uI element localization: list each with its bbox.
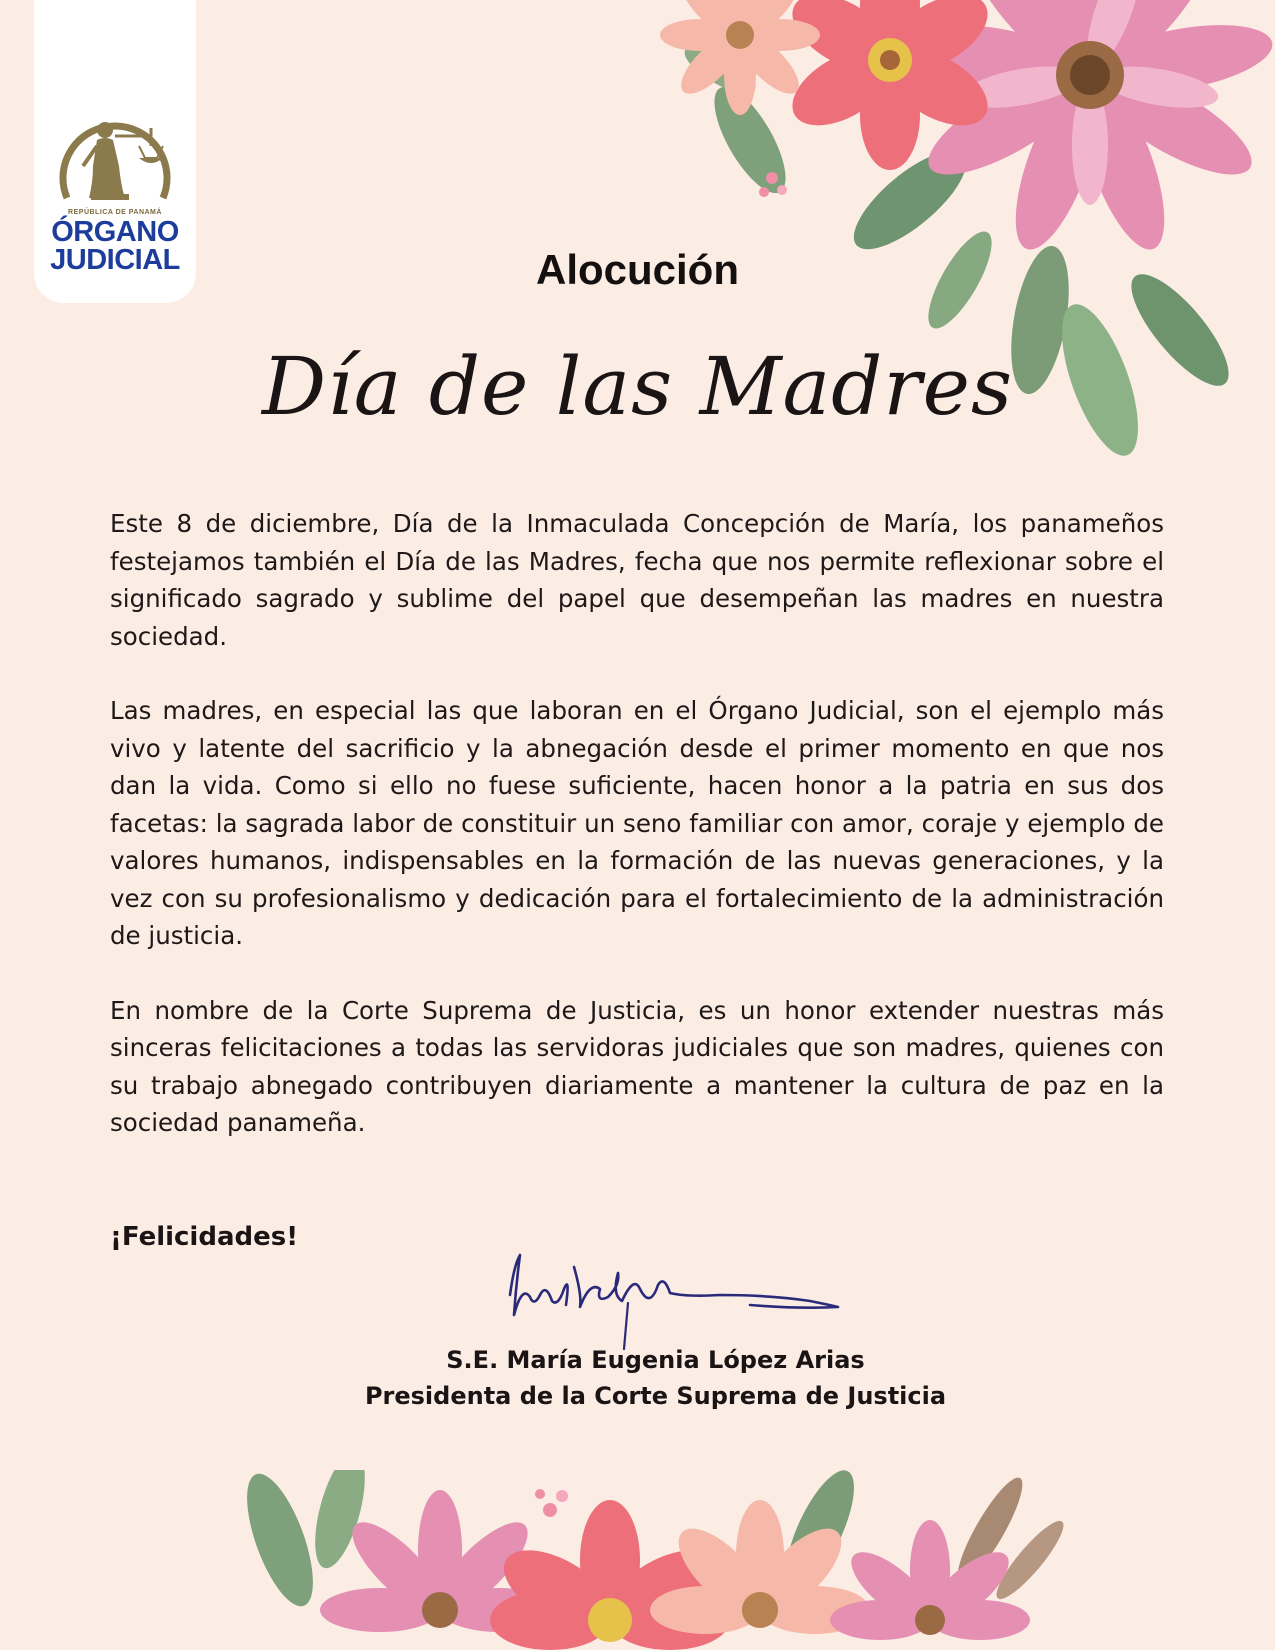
heading-alocucion: Alocución bbox=[535, 246, 739, 293]
paragraph-2: Las madres, en especial las que laboran en el Órgano Judicial, son el ejemplo más vivo y latente del sacrificio y la abnegación desde el primer momento en que nos dan la vida. Como si ello no fuese suficiente, hacen honor a la patria en sus dos facetas: la sagrada labor de constituir un seno familiar con amor, coraje y ejemplo de valores humanos, indispensables en la formación de las nuevas generaciones, y la vez con su profesionalismo y dedicación para el fortalecimiento de la administración de justicia. bbox=[110, 696, 1164, 950]
handwritten-signature bbox=[500, 1245, 860, 1355]
paragraph-1: Este 8 de diciembre, Día de la Inmaculada Concepción de María, los panameños festejamos también el Día de las Madres, fecha que nos permite reflexionar sobre el significado sagrado y sublime del papel que desempeñan las madres en nuestra sociedad. bbox=[110, 509, 1164, 651]
logo-country-text: REPÚBLICA DE PANAMÁ bbox=[68, 209, 162, 216]
greeting: ¡Felicidades! bbox=[110, 1222, 299, 1252]
logo-line-1: ÓRGANO bbox=[51, 216, 179, 248]
page-title: Día de las Madres bbox=[261, 340, 1014, 433]
justice-emblem-icon bbox=[53, 106, 177, 206]
signatory-name: S.E. María Eugenia López Arias bbox=[446, 1346, 865, 1374]
paragraph-3: En nombre de la Corte Suprema de Justicia, es un honor extender nuestras más sinceras felicitaciones a todas las servidoras judiciales que son madres, quienes con su trabajo abnegado contribuyen diariamente a mantener la cultura de paz en la sociedad panameña. bbox=[110, 995, 1164, 1137]
floral-decoration-bottom bbox=[170, 1470, 1110, 1650]
logo-line-2: JUDICIAL bbox=[50, 244, 180, 276]
body-text bbox=[110, 505, 1164, 1179]
signatory-position: Presidenta de la Corte Suprema de Justicia bbox=[364, 1382, 947, 1410]
